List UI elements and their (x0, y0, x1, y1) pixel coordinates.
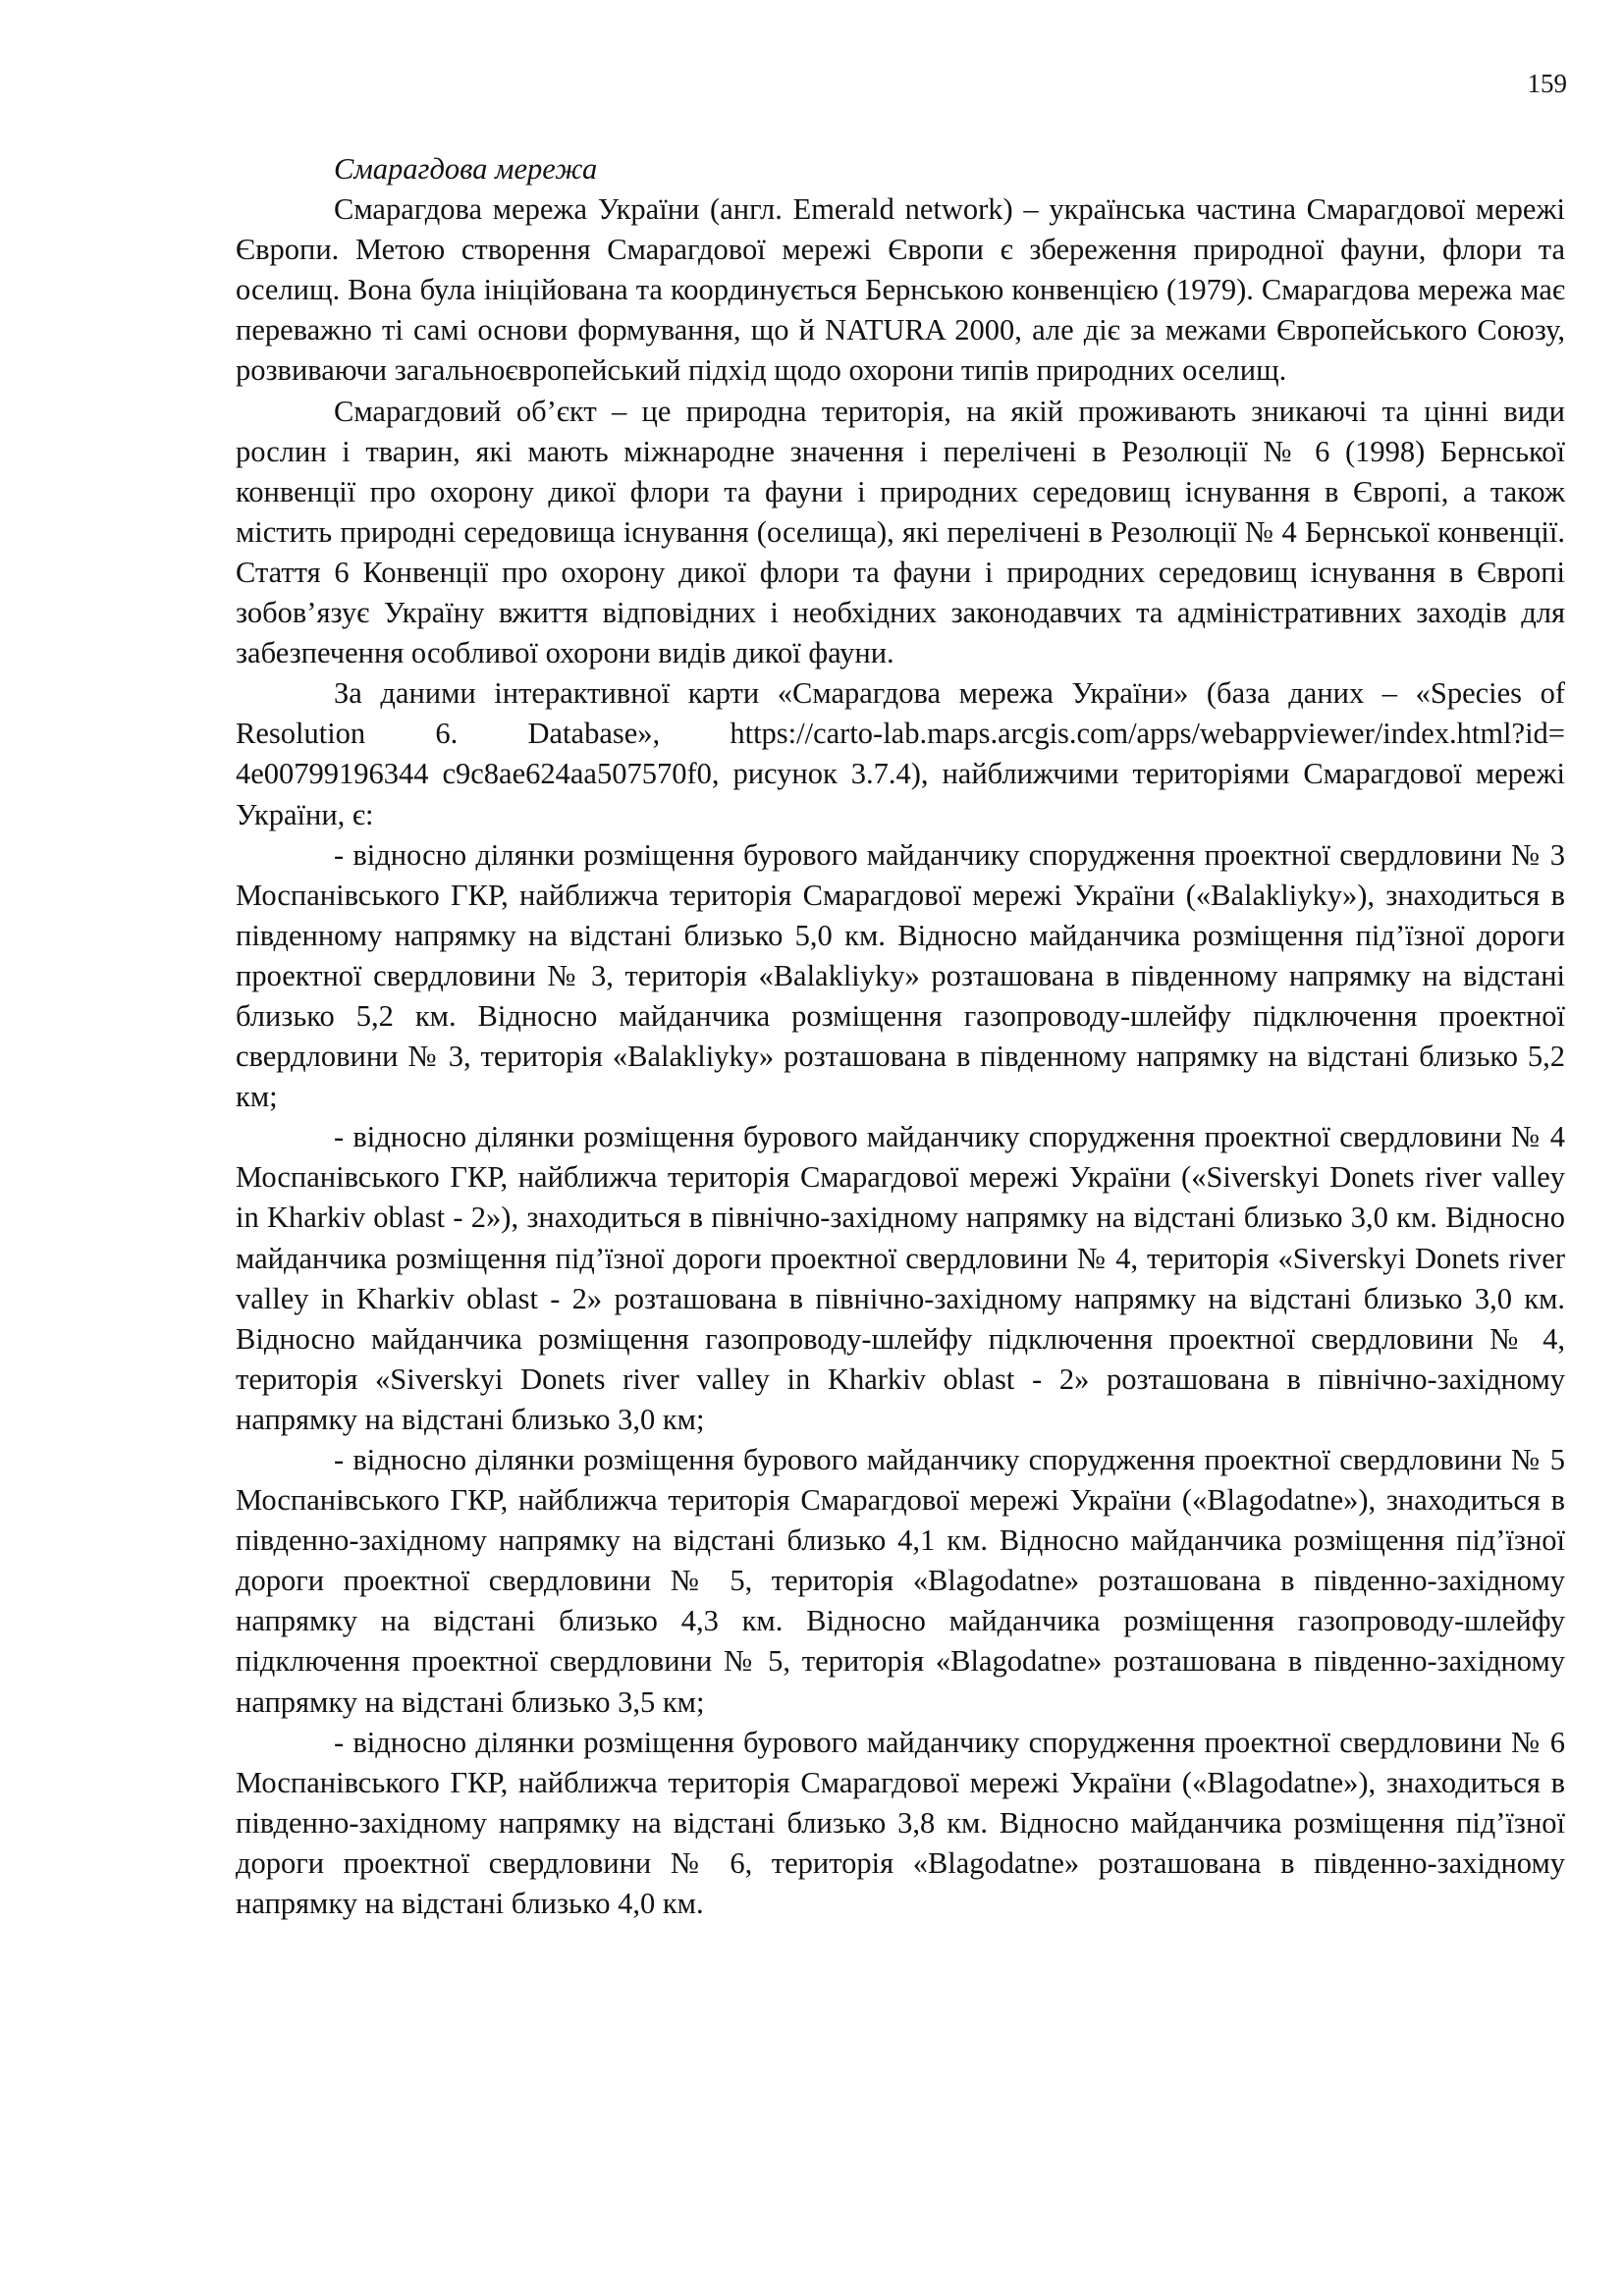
paragraph-interactive-map-source: За даними інтерактивної карти «Смарагдова мережа України» (база даних – «Species of Resolution 6. Database», https://carto-lab.maps.arcgis.com/apps/webappviewer/index.html?id= 4e00799196344 c9c8ae624aa507570f0, рисунок 3.7.4), найближчими територіями Смарагдової мережі України, є: (236, 676, 1565, 831)
page-content (236, 149, 1565, 1924)
paragraph-emerald-object-definition: Смарагдовий об’єкт – це природна територія, на якій проживають зникаючі та цінні види рослин і тварин, які мають міжнародне значення і перелічені в Резолюції № 6 (1998) Бернської конвенції про охорону дикої флори та фауни і природних середовищ існування в Європі, а також містить природні середовища існування (оселища), які перелічені в Резолюції № 4 Бернської конвенції. Стаття 6 Конвенції про охорону дикої флори та фауни і природних середовищ існування в Європі зобов’язує Україну вжиття відповідних і необхідних законодавчих та адміністративних заходів для забезпечення особливої охорони видів дикої фауни. (236, 394, 1565, 670)
list-item-well-5: - відносно ділянки розміщення бурового майданчику спорудження проектної свердловини № 5 Моспанівського ГКР, найближча територія Смарагдової мережі України («Blagodatne»), знаходиться в південно-західному напрямку на відстані близько 4,1 км. Відносно майданчика розміщення під’їзної дороги проектної свердловини № 5, територія «Blagodatne» розташована в південно-західному напрямку на відстані близько 4,3 км. Відносно майданчика розміщення газопроводу-шлейфу підключення проектної свердловини № 5, територія «Blagodatne» розташована в південно-західному напрямку на відстані близько 3,5 км; (236, 1443, 1565, 1719)
paragraph-emerald-network-intro: Смарагдова мережа України (англ. Emerald network) – українська частина Смарагдової мережі Європи. Метою створення Смарагдової мережі Європи є збереження природної фауни, флори та оселищ. Вона була ініційована та координується Бернською конвенцією (1979). Смарагдова мережа має переважно ті самі основи формування, що й NATURA 2000, але діє за межами Європейського Союзу, розвиваючи загальноєвропейський підхід щодо охорони типів природних оселищ. (236, 192, 1565, 388)
list-item-well-6: - відносно ділянки розміщення бурового майданчику спорудження проектної свердловини № 6 Моспанівського ГКР, найближча територія Смарагдової мережі України («Blagodatne»), знаходиться в південно-західному напрямку на відстані близько 3,8 км. Відносно майданчика розміщення під’їзної дороги проектної свердловини № 6, територія «Blagodatne» розташована в південно-західному напрямку на відстані близько 4,0 км. (236, 1725, 1565, 1921)
list-item-well-3: - відносно ділянки розміщення бурового майданчику спорудження проектної свердловини № 3 Моспанівського ГКР, найближча територія Смарагдової мережі України («Balakliyky»), знаходиться в південному напрямку на відстані близько 5,0 км. Відносно майданчика розміщення під’їзної дороги проектної свердловини № 3, територія «Balakliyky» розташована в південному напрямку на відстані близько 5,2 км. Відносно майданчика розміщення газопроводу-шлейфу підключення проектної свердловини № 3, територія «Balakliyky» розташована в південному напрямку на відстані близько 5,2 км; (236, 837, 1565, 1114)
page-number: 159 (1527, 69, 1567, 98)
list-item-well-4: - відносно ділянки розміщення бурового майданчику спорудження проектної свердловини № 4 Моспанівського ГКР, найближча територія Смарагдової мережі України («Siverskyi Donets river valley in Kharkiv oblast - 2»), знаходиться в північно-західному напрямку на відстані близько 3,0 км. Відносно майданчика розміщення під’їзної дороги проектної свердловини № 4, територія «Siverskyi Donets river valley in Kharkiv oblast - 2» розташована в північно-західному напрямку на відстані близько 3,0 км. Відносно майданчика розміщення газопроводу-шлейфу підключення проектної свердловини № 4, територія «Siverskyi Donets river valley in Kharkiv oblast - 2» розташована в північно-західному напрямку на відстані близько 3,0 км; (236, 1120, 1565, 1436)
section-title: Смарагдова мережа (334, 152, 598, 186)
